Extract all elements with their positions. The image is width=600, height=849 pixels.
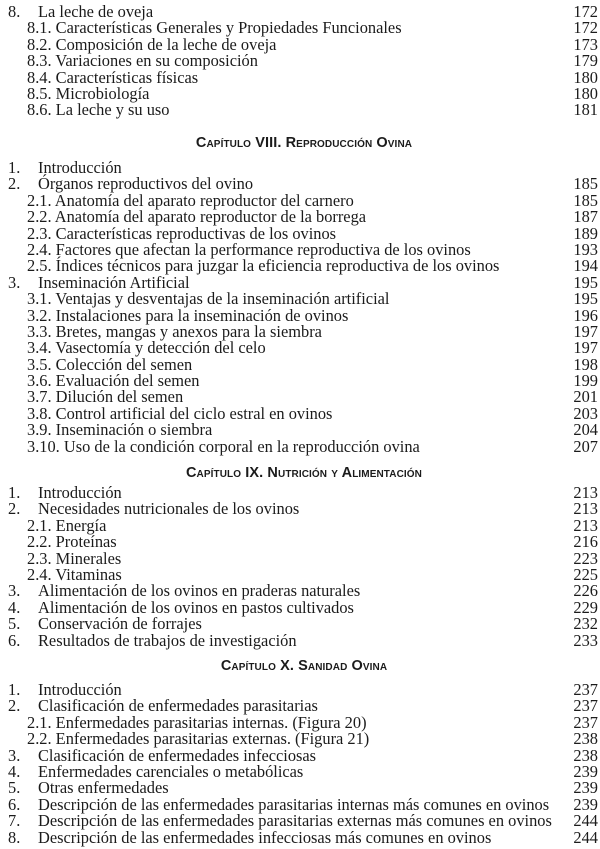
toc-entry-page: 196 — [573, 305, 598, 325]
toc-entry-title: Inseminación Artificial — [38, 272, 190, 292]
toc-entry-page: 238 — [573, 745, 598, 765]
toc-entry-page: 213 — [573, 483, 598, 502]
toc-entry-title: La leche de oveja — [38, 2, 154, 21]
toc-entry-page: 173 — [573, 34, 598, 54]
toc-entry-page: 195 — [573, 272, 598, 292]
toc-entry-page: 213 — [573, 499, 598, 519]
toc-entry-title: Clasificación de enfermedades infecciosas — [38, 745, 317, 765]
toc-entry-page: 223 — [573, 548, 598, 568]
toc-entry-page: 199 — [573, 371, 598, 391]
toc-entry-page: 204 — [573, 420, 598, 440]
toc-entry-title: 2.1. Anatomía del aparato reproductor del carnero — [27, 190, 354, 210]
toc-entry-title: 8.1. Características Generales y Propiedades Funcionales — [27, 18, 402, 38]
toc-entry-number: 3. — [8, 581, 21, 601]
toc-entry-page: 207 — [573, 436, 598, 456]
toc-entry-title: Descripción de las enfermedades parasitarias internas más comunes en ovinos — [38, 794, 550, 814]
toc-entry-title: 2.4. Factores que afectan la performance reproductiva de los ovinos — [27, 239, 471, 259]
toc-entry-title: Conservación de forrajes — [38, 614, 202, 634]
toc-entry-page: 239 — [573, 778, 598, 798]
toc-entry-number: 3. — [8, 745, 21, 765]
toc-entry-number: 5. — [8, 778, 21, 798]
toc-entry-title: 2.2. Enfermedades parasitarias externas. (Figura 21) — [27, 729, 370, 749]
toc-entry-page: 213 — [573, 515, 598, 535]
toc-entry-page: 239 — [573, 794, 598, 814]
toc-block-chapter-x — [0, 682, 600, 846]
toc-entry-page: 179 — [573, 51, 598, 71]
toc-entry — [0, 436, 600, 456]
toc-entry-page: 185 — [573, 190, 598, 210]
toc-block-chapter-ix — [0, 485, 600, 649]
toc-entry-page: 180 — [573, 67, 598, 87]
toc-entry-page: 197 — [573, 338, 598, 358]
toc-entry-page: 244 — [573, 827, 598, 847]
toc-entry — [0, 102, 600, 118]
toc-entry-number: 6. — [8, 630, 21, 650]
toc-entry-page: 194 — [573, 256, 598, 276]
toc-entry-title: 8.4. Características físicas — [27, 67, 199, 87]
toc-entry-title: 3.3. Bretes, mangas y anexos para la siembra — [27, 321, 322, 341]
toc-entry-number: 1. — [8, 680, 21, 699]
toc-entry-title: Alimentación de los ovinos en praderas naturales — [38, 581, 361, 601]
chapter-heading-x: Capítulo X. Sanidad Ovina — [220, 658, 388, 674]
toc-entry-title: 2.3. Minerales — [27, 548, 122, 568]
toc-entry-page: 225 — [573, 564, 598, 584]
toc-entry-page: 239 — [573, 761, 598, 781]
toc-entry-page: 238 — [573, 729, 598, 749]
toc-entry-number: 3. — [8, 272, 21, 292]
toc-entry — [0, 630, 600, 650]
toc-entry-number: 1. — [8, 483, 21, 502]
chapter-heading-ix: Capítulo IX. Nutrición y Alimentación — [185, 465, 422, 481]
toc-entry-page: 172 — [573, 18, 598, 38]
toc-entry-title: 8.2. Composición de la leche de oveja — [27, 34, 277, 54]
toc-entry-page: 185 — [573, 174, 598, 194]
toc-entry-number: 7. — [8, 811, 21, 831]
toc-entry-title: 2.5. Índices técnicos para juzgar la eficiencia reproductiva de los ovinos — [27, 256, 500, 276]
toc-entry-title: Necesidades nutricionales de los ovinos — [38, 499, 300, 519]
toc-entry-title: 3.4. Vasectomía y detección del celo — [27, 338, 266, 358]
toc-block-chapter-viii — [0, 160, 600, 455]
toc-entry-number: 4. — [8, 761, 21, 781]
toc-entry-number: 2. — [8, 696, 21, 716]
toc-entry-title: 2.3. Características reproductivas de los ovinos — [27, 223, 337, 243]
toc-entry-title: 8.6. La leche y su uso — [27, 100, 170, 120]
toc-entry-title: Otras enfermedades — [38, 778, 169, 798]
toc-entry-page: 244 — [573, 811, 598, 831]
toc-entry-title: Resultados de trabajos de investigación — [38, 630, 297, 650]
toc-entry-page: 180 — [573, 83, 598, 103]
toc-entry-title: Alimentación de los ovinos en pastos cultivados — [38, 597, 354, 617]
toc-entry-title: 3.2. Instalaciones para la inseminación de ovinos — [27, 305, 349, 325]
toc-entry-page: 203 — [573, 403, 598, 423]
toc-entry-title: 3.9. Inseminación o siembra — [27, 420, 213, 440]
toc-entry-title: Descripción de las enfermedades parasitarias externas más comunes en ovinos — [38, 811, 552, 831]
toc-entry-page: 181 — [573, 100, 598, 120]
toc-entry-page: 233 — [573, 630, 598, 650]
toc-entry-page: 193 — [573, 239, 598, 259]
toc-entry-title: 3.10. Uso de la condición corporal en la reproducción ovina — [27, 436, 420, 456]
chapter-heading-viii: Capítulo VIII. Reproducción Ovina — [195, 135, 413, 151]
toc-entry-number: 1. — [8, 158, 21, 177]
toc-entry-page: 189 — [573, 223, 598, 243]
toc-entry-page: 237 — [573, 712, 598, 732]
toc-block-milk — [0, 4, 600, 119]
toc-entry-title: 3.6. Evaluación del semen — [27, 371, 200, 391]
toc-entry-page: 237 — [573, 696, 598, 716]
toc-entry — [0, 827, 600, 847]
toc-entry-title: Clasificación de enfermedades parasitarias — [38, 696, 318, 716]
toc-entry-number: 8. — [8, 2, 21, 21]
toc-entry-title: Órganos reproductivos del ovino — [38, 174, 254, 194]
toc-entry-title: 3.1. Ventajas y desventajas de la inseminación artificial — [27, 289, 390, 309]
toc-entry-title: 2.2. Proteínas — [27, 532, 117, 552]
toc-entry-title: 3.7. Dilución del semen — [27, 387, 184, 407]
toc-entry-page: 187 — [573, 207, 598, 227]
toc-entry-page: 229 — [573, 597, 598, 617]
toc-entry-title: Introducción — [38, 483, 122, 502]
toc-entry-title: 8.3. Variaciones en su composición — [27, 51, 258, 71]
toc-entry-page: 198 — [573, 354, 598, 374]
toc-entry-title: 2.2. Anatomía del aparato reproductor de la borrega — [27, 207, 367, 227]
toc-entry-title: 2.1. Energía — [27, 515, 107, 535]
toc-entry-page: 226 — [573, 581, 598, 601]
toc-entry-page: 201 — [573, 387, 598, 407]
toc-entry-page: 232 — [573, 614, 598, 634]
toc-entry-page: 237 — [573, 680, 598, 699]
toc-entry-title: Enfermedades carenciales o metabólicas — [38, 761, 304, 781]
toc-entry-title: Introducción — [38, 680, 122, 699]
toc-entry-number: 5. — [8, 614, 21, 634]
toc-entry-page: 172 — [573, 2, 598, 21]
toc-entry-number: 2. — [8, 174, 21, 194]
toc-entry-number: 8. — [8, 827, 21, 847]
toc-entry-title: 2.4. Vitaminas — [27, 564, 122, 584]
toc-entry-number: 2. — [8, 499, 21, 519]
toc-entry-title: Descripción de las enfermedades infecciosas más comunes en ovinos — [38, 827, 492, 847]
toc-entry-page: 197 — [573, 321, 598, 341]
toc-entry-page: 216 — [573, 532, 598, 552]
toc-entry-title: Introducción — [38, 158, 122, 177]
toc-entry-title: 3.5. Colección del semen — [27, 354, 193, 374]
toc-entry-title: 2.1. Enfermedades parasitarias internas. (Figura 20) — [27, 712, 367, 732]
toc-entry-page: 195 — [573, 289, 598, 309]
toc-entry-number: 6. — [8, 794, 21, 814]
toc-entry-title: 3.8. Control artificial del ciclo estral en ovinos — [27, 403, 333, 423]
toc-entry-title: 8.5. Microbiología — [27, 83, 150, 103]
toc-entry-number: 4. — [8, 597, 21, 617]
